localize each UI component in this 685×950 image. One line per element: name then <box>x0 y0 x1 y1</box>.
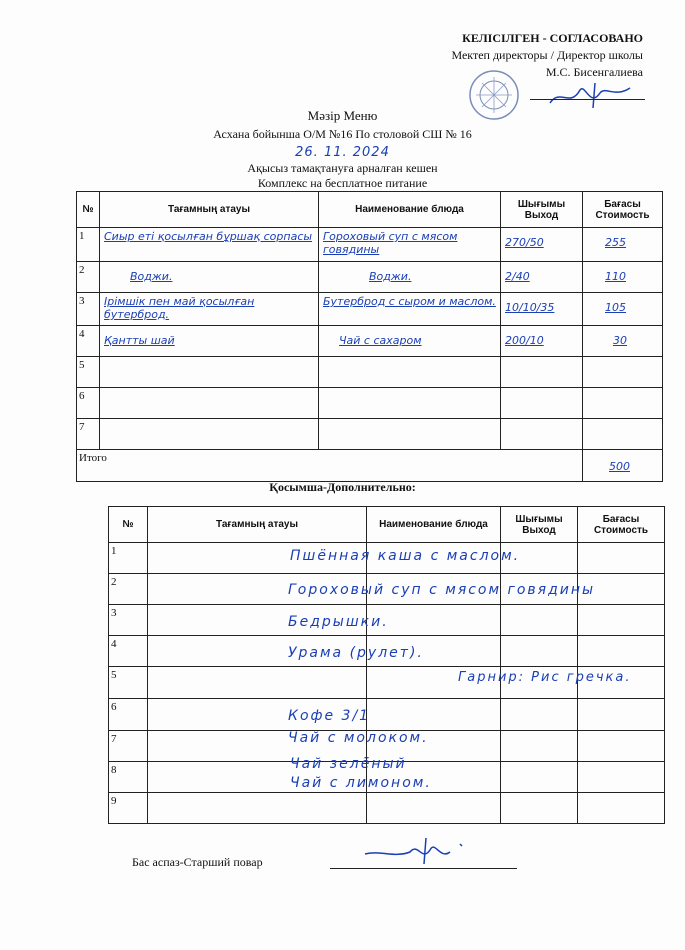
table-row: 6 <box>109 699 665 731</box>
table-row: 5 <box>77 357 663 388</box>
total-label: Итого <box>77 450 583 482</box>
menu-title: Мәзір Меню <box>307 108 378 123</box>
approval-name: М.С. Бисенгалиева <box>545 65 643 79</box>
chef-signature-line <box>330 868 517 869</box>
col-header-kz: Тағамның атауы <box>148 507 367 543</box>
col-header-num: № <box>77 192 100 228</box>
table-row: 6 <box>77 388 663 419</box>
main-menu-table <box>76 191 663 482</box>
total-value: 500 <box>583 450 663 482</box>
table-row: 9 <box>109 793 665 824</box>
handwritten-entry: Чай с молоком. <box>288 730 429 746</box>
table-row: 4 <box>109 636 665 667</box>
handwritten-entry: Чай зелёный <box>290 756 407 772</box>
handwritten-entry: Пшённая каша с маслом. <box>290 548 521 564</box>
col-header-kz: Тағамның атауы <box>100 192 319 228</box>
complex-ru: Комплекс на бесплатное питание <box>257 176 428 190</box>
handwritten-entry: Гороховый суп с мясом говядины <box>288 582 596 598</box>
table-row: 1 <box>109 543 665 574</box>
approval-position: Мектеп директоры / Директор школы <box>451 48 643 62</box>
col-header-ru: Наименование блюда <box>319 192 501 228</box>
col-header-price: Бағасы Стоимость <box>583 192 663 228</box>
handwritten-entry: Чай с лимоном. <box>290 775 432 791</box>
total-row <box>77 450 663 482</box>
handwritten-entry: Гарнир: Рис гречка. <box>458 670 632 685</box>
table-row: 2 Воджи. Воджи. 2/40 110 <box>77 262 663 293</box>
handwritten-entry: Бедрышки. <box>288 614 389 630</box>
col-header-num: № <box>109 507 148 543</box>
col-header-price: Бағасы Стоимость <box>578 507 665 543</box>
menu-date: 26. 11. 2024 <box>295 145 390 160</box>
chef-signature <box>360 832 480 868</box>
table-row: 3 <box>109 605 665 636</box>
table-row: 8 <box>109 762 665 793</box>
chef-label: Бас аспаз-Старший повар <box>132 855 263 869</box>
canteen-label: Асхана бойынша О/М №16 По столовой СШ № 16 <box>213 127 472 141</box>
table-row: 7 <box>109 731 665 762</box>
col-header-ru: Наименование блюда <box>367 507 501 543</box>
table-row: 5 <box>109 667 665 699</box>
complex-kz: Ақысыз тамақтануға арналған кешен <box>247 161 438 175</box>
table-row: 2 <box>109 574 665 605</box>
handwritten-entry: Кофе 3/1 <box>288 708 371 724</box>
additional-title: Қосымша-Дополнительно: <box>269 480 416 494</box>
table-row: 1 Сиыр еті қосылған бұршақ сорпасы Гороховый суп с мясом говядины 270/50 255 <box>77 228 663 262</box>
table-row: 7 <box>77 419 663 450</box>
table-row: 3 Ірімшік пен май қосылған бутерброд. Бутерброд с сыром и маслом. 10/10/35 105 <box>77 293 663 326</box>
col-header-out: Шығымы Выход <box>501 507 578 543</box>
handwritten-entry: Урама (рулет). <box>288 645 424 661</box>
col-header-out: Шығымы Выход <box>501 192 583 228</box>
table-row: 4 Қантты шай Чай с сахаром 200/10 30 <box>77 326 663 357</box>
director-signature-line <box>530 99 645 100</box>
approval-title: КЕЛІСІЛГЕН - СОГЛАСОВАНО <box>462 31 643 45</box>
